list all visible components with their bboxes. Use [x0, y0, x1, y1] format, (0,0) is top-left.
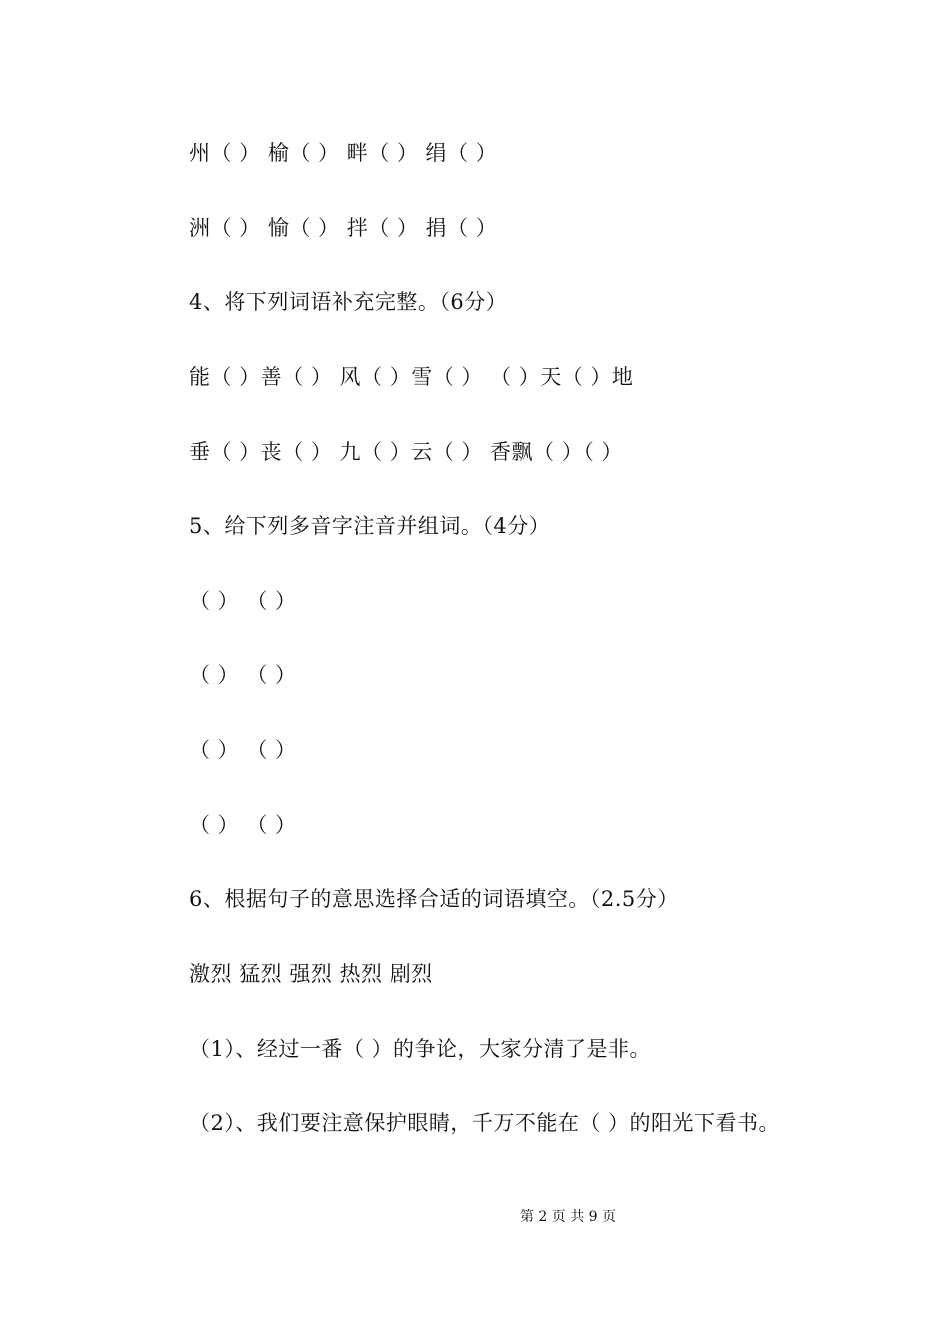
blank-pair-4: （ ） （ ） [189, 813, 297, 837]
question-5-heading: 5、给下列多音字注音并组词。（4分） [189, 514, 551, 538]
line-zhou-water: 洲（ ） 愉（ ） 拌（ ） 捐（ ） [189, 216, 498, 240]
line-zhou: 州（ ） 榆（ ） 畔（ ） 绢（ ） [189, 141, 498, 165]
blank-pair-2: （ ） （ ） [189, 663, 297, 687]
question-4-heading: 4、将下列词语补充完整。（6分） [189, 290, 508, 314]
idiom-line-2: 垂（ ）丧（ ） 九（ ）云（ ） 香飘（ ）（ ） [189, 440, 623, 464]
word-choices: 激烈 猛烈 强烈 热烈 剧烈 [189, 962, 433, 986]
sentence-1: （1）、经过一番（ ）的争论，大家分清了是非。 [189, 1037, 652, 1061]
idiom-line-1: 能（ ）善（ ） 风（ ）雪（ ） （ ）天（ ）地 [189, 365, 634, 389]
question-6-heading: 6、根据句子的意思选择合适的词语填空。（2.5分） [189, 887, 679, 911]
blank-pair-1: （ ） （ ） [189, 589, 297, 613]
sentence-2: （2）、我们要注意保护眼睛，千万不能在（ ）的阳光下看书。 [189, 1111, 781, 1135]
page-footer: 第 2 页 共 9 页 [519, 1209, 617, 1225]
blank-pair-3: （ ） （ ） [189, 738, 297, 762]
